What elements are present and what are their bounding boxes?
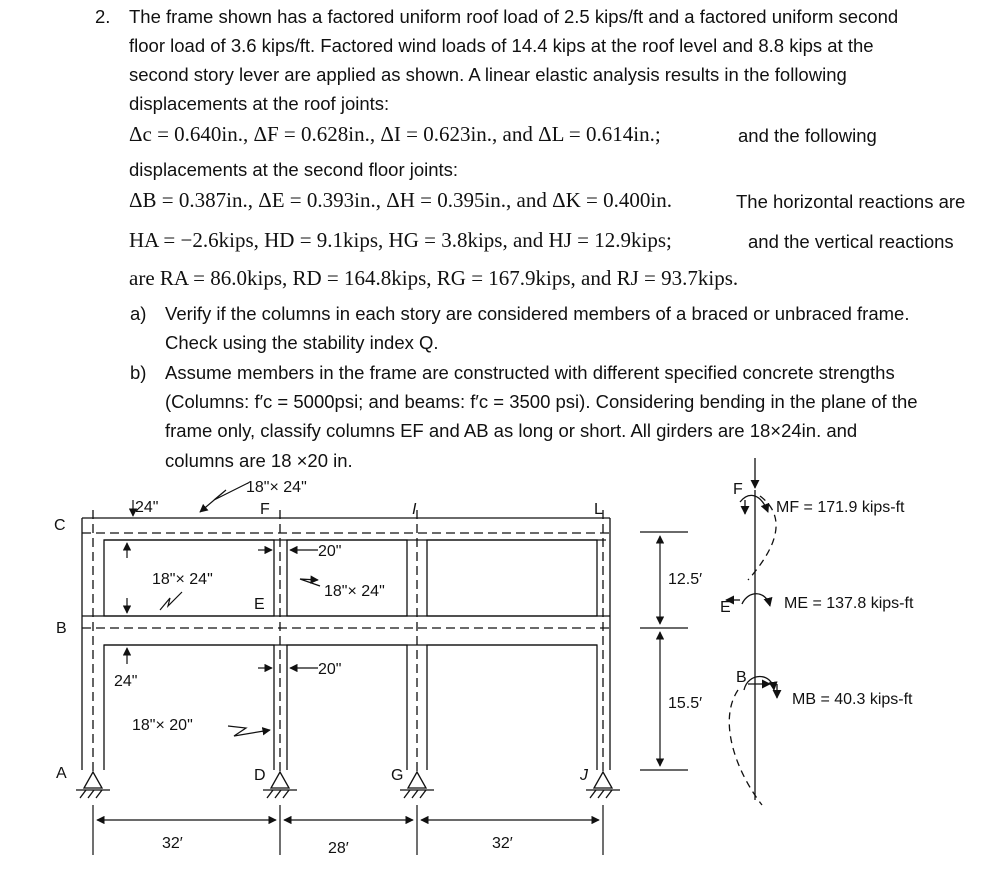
girder-size-floor: 18"× 24" [152,571,213,588]
roof-displacements-tail: and the following [738,125,877,146]
problem-line-4: displacements at the roof joints: [129,93,390,114]
support-a [84,772,102,788]
problem-number: 2. [95,6,111,27]
moment-e-arc [742,594,770,606]
level-label-a: A [56,765,67,782]
column-width-upper: 20" [318,543,342,560]
level-label-c: C [54,517,66,534]
horizontal-reactions-tail: and the vertical reactions [748,231,954,252]
joint-label-i: I [412,501,417,518]
support-j [594,772,612,788]
column-width-lower: 20" [318,661,342,678]
support-d [271,772,289,788]
moment-label-f: MF = 171.9 kips-ft [776,499,905,516]
story-height-lower-label: 15.5′ [668,695,703,712]
upper-bay-3-opening [427,540,597,616]
part-b-line-1: Assume members in the frame are constructed with different specified concrete strengths [165,362,895,383]
second-floor-intro: displacements at the second floor joints: [129,159,459,180]
part-b-line-4: columns are 18 ×20 in. [165,450,353,471]
part-b-label: b) [130,362,147,383]
floor-beam-depth: 24" [114,673,138,690]
roof-displacements: Δc = 0.640in., ΔF = 0.628in., ΔI = 0.623in., and ΔL = 0.614in.; [129,122,661,146]
moment-f-arc [740,495,768,512]
joint-label-e: E [254,596,265,613]
story-height-upper-label: 12.5′ [668,571,703,588]
moment-joint-f: F [733,481,743,498]
floor-displacements-tail: The horizontal reactions are [736,191,966,212]
moment-label-e: ME = 137.8 kips-ft [784,595,914,612]
moment-joint-b: B [736,669,747,686]
vertical-reactions: are RA = 86.0kips, RD = 164.8kips, RG = 167.9kips, and RJ = 93.7kips. [129,266,739,290]
joint-label-d: D [254,767,266,784]
joint-label-j: J [580,767,588,784]
level-label-b: B [56,620,67,637]
girder-size-mid: 18"× 24" [324,583,385,600]
support-g [408,772,426,788]
girder-size-leader-floor [160,592,182,610]
joint-label-f: F [260,501,270,518]
moment-label-b: MB = 40.3 kips-ft [792,691,913,708]
part-b-line-2: (Columns: f′c = 5000psi; and beams: f′c = 3500 psi). Considering bending in the plane of the [165,391,918,412]
problem-line-3: second story lever are applied as shown. A linear elastic analysis results in the following [129,64,847,85]
lower-bay-1-opening [104,645,274,770]
column-size: 18"× 20" [132,717,193,734]
part-a-line-1: Verify if the columns in each story are considered members of a braced or unbraced frame. [165,303,910,324]
moment-curve-upper [748,496,776,580]
roof-beam-depth: 24" [135,499,159,516]
bay-width-1-label: 32′ [162,835,183,852]
part-a-line-2: Check using the stability index Q. [165,332,439,353]
horizontal-reactions: HA = −2.6kips, HD = 9.1kips, HG = 3.8kips, and HJ = 12.9kips; [129,228,672,252]
moment-b-arc [744,677,774,691]
bay-width-2-label: 28′ [328,840,349,857]
girder-size-leader-mid [300,579,320,586]
girder-size-leader-top [200,483,248,512]
moment-joint-e: E [720,599,731,616]
floor-displacements: ΔB = 0.387in., ΔE = 0.393in., ΔH = 0.395in., and ΔK = 0.400in. [129,188,672,212]
lower-bay-3-opening [427,645,597,770]
part-b-line-3: frame only, classify columns EF and AB as long or short. All girders are 18×24in. and [165,420,858,441]
moment-curve-lower [729,690,762,805]
upper-bay-2-opening [287,540,407,616]
column-size-leader [228,726,270,736]
lower-bay-2-opening [287,645,407,770]
problem-line-2: floor load of 3.6 kips/ft. Factored wind loads of 14.4 kips at the roof level and 8.8 kips at the [129,35,874,56]
part-a-label: a) [130,303,147,324]
joint-label-l: L [594,501,603,518]
bay-width-3-label: 32′ [492,835,513,852]
girder-size-top: 18"× 24" [246,479,307,496]
problem-line-1: The frame shown has a factored uniform roof load of 2.5 kips/ft and a factored uniform second [129,6,899,27]
joint-label-g: G [391,767,404,784]
